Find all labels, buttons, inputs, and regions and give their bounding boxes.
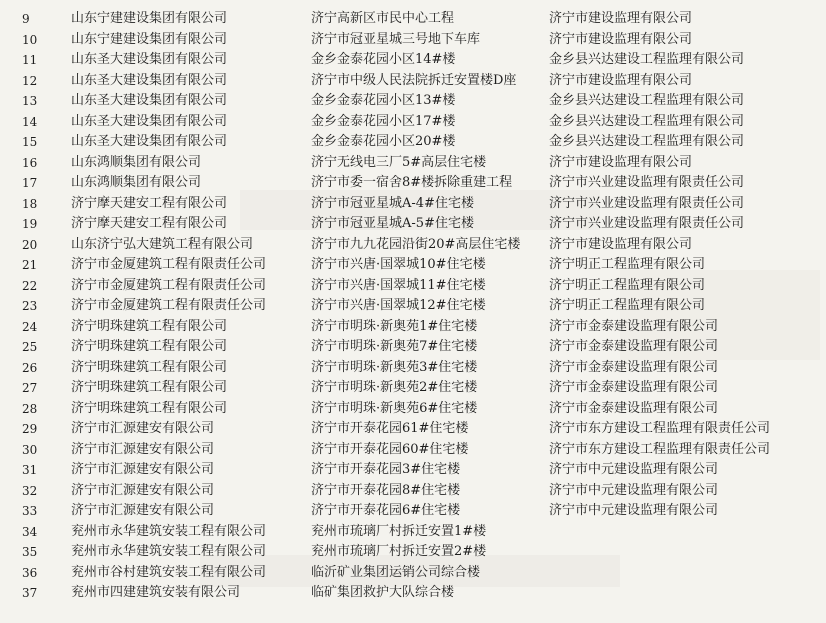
project-name: 临矿集团救护大队综合楼 [311, 585, 455, 600]
row-number: 27 [22, 381, 38, 395]
contractor-name: 山东鸿顺集团有限公司 [71, 154, 202, 170]
supervisor-name: 金乡县兴达建设工程监理有限公司 [549, 134, 745, 149]
contractor-name: 济宁市汇源建安有限公司 [71, 421, 215, 436]
project-name: 兖州市琉璃厂村拆迁安置1#楼 [311, 523, 487, 539]
row-number: 21 [22, 258, 38, 272]
table-row [0, 153, 826, 174]
table-row [0, 358, 826, 379]
table-row [0, 194, 826, 215]
project-name: 济宁市开泰花园60#住宅楼 [311, 441, 469, 457]
project-name: 金乡金泰花园小区17#楼 [311, 113, 456, 129]
row-number: 33 [22, 504, 38, 518]
supervisor-name: 济宁市东方建设工程监理有限责任公司 [549, 441, 771, 457]
row-number: 30 [22, 442, 38, 457]
project-name: 济宁市兴唐·国翠城12#住宅楼 [311, 298, 486, 313]
project-name: 济宁市明珠·新奥苑3#住宅楼 [311, 359, 478, 375]
row-number: 28 [22, 401, 38, 416]
table-row [0, 522, 826, 543]
project-name: 济宁市开泰花园6#住宅楼 [311, 503, 461, 518]
row-number: 36 [22, 565, 38, 580]
row-number: 17 [22, 176, 38, 190]
table-row [0, 50, 826, 71]
supervisor-name: 济宁市兴业建设监理有限责任公司 [549, 195, 745, 211]
supervisor-name: 金乡县兴达建设工程监理有限公司 [549, 113, 745, 129]
project-name: 济宁市开泰花园61#住宅楼 [311, 421, 469, 436]
contractor-name: 济宁市汇源建安有限公司 [71, 482, 215, 498]
contractor-name: 兖州市谷村建筑安装工程有限公司 [71, 564, 267, 580]
supervisor-name: 济宁市中元建设监理有限公司 [549, 482, 719, 498]
supervisor-name: 济宁明正工程监理有限公司 [549, 298, 706, 313]
project-name: 兖州市琉璃厂村拆迁安置2#楼 [311, 544, 487, 559]
table-row [0, 296, 826, 317]
row-number: 22 [22, 278, 38, 293]
project-name: 济宁市兴唐·国翠城10#住宅楼 [311, 257, 486, 272]
row-number: 32 [22, 483, 38, 498]
row-number: 35 [22, 545, 38, 559]
row-number: 29 [22, 422, 38, 436]
row-number: 15 [22, 135, 38, 149]
table-row [0, 214, 826, 235]
contractor-name: 山东鸿顺集团有限公司 [71, 175, 202, 190]
contractor-name: 济宁摩天建安工程有限公司 [71, 195, 228, 211]
contractor-name: 山东圣大建设集团有限公司 [71, 113, 228, 129]
table-row [0, 112, 826, 133]
table-row [0, 276, 826, 297]
project-name: 金乡金泰花园小区13#楼 [311, 93, 456, 108]
contractor-name: 山东济宁弘大建筑工程有限公司 [71, 236, 254, 252]
table-row [0, 481, 826, 502]
project-name: 济宁无线电三厂5#高层住宅楼 [311, 154, 487, 170]
contractor-name: 济宁明珠建筑工程有限公司 [71, 400, 228, 416]
supervisor-name: 济宁市兴业建设监理有限责任公司 [549, 175, 745, 190]
table-row [0, 419, 826, 440]
table-row [0, 132, 826, 153]
project-list-table [0, 9, 826, 604]
contractor-name: 济宁市金厦建筑工程有限责任公司 [71, 298, 267, 313]
contractor-name: 兖州市永华建筑安装工程有限公司 [71, 544, 267, 559]
table-row [0, 399, 826, 420]
contractor-name: 济宁市金厦建筑工程有限责任公司 [71, 257, 267, 272]
project-name: 济宁市明珠·新奥苑1#住宅楼 [311, 318, 478, 334]
table-row [0, 460, 826, 481]
table-row [0, 583, 826, 604]
project-name: 济宁高新区市民中心工程 [311, 11, 455, 26]
project-name: 济宁市明珠·新奥苑2#住宅楼 [311, 380, 478, 395]
contractor-name: 山东圣大建设集团有限公司 [71, 93, 228, 108]
table-row [0, 501, 826, 522]
supervisor-name: 济宁市金泰建设监理有限公司 [549, 359, 719, 375]
supervisor-name: 济宁市金泰建设监理有限公司 [549, 400, 719, 416]
contractor-name: 济宁市金厦建筑工程有限责任公司 [71, 277, 267, 293]
project-name: 济宁市中级人民法院拆迁安置楼D座 [311, 72, 517, 88]
project-name: 济宁市明珠·新奥苑7#住宅楼 [311, 339, 478, 354]
row-number: 20 [22, 237, 38, 252]
row-number: 12 [22, 73, 38, 88]
table-row [0, 255, 826, 276]
table-row [0, 440, 826, 461]
supervisor-name: 金乡县兴达建设工程监理有限公司 [549, 93, 745, 108]
row-number: 14 [22, 114, 38, 129]
table-row [0, 235, 826, 256]
contractor-name: 山东宁建建设集团有限公司 [71, 31, 228, 47]
project-name: 济宁市明珠·新奥苑6#住宅楼 [311, 400, 478, 416]
row-number: 13 [22, 94, 38, 108]
contractor-name: 济宁市汇源建安有限公司 [71, 441, 215, 457]
supervisor-name: 济宁明正工程监理有限公司 [549, 257, 706, 272]
supervisor-name: 济宁市建设监理有限公司 [549, 236, 693, 252]
table-row [0, 563, 826, 584]
supervisor-name: 济宁市建设监理有限公司 [549, 11, 693, 26]
table-row [0, 9, 826, 30]
contractor-name: 济宁明珠建筑工程有限公司 [71, 359, 228, 375]
contractor-name: 山东圣大建设集团有限公司 [71, 72, 228, 88]
contractor-name: 济宁摩天建安工程有限公司 [71, 216, 228, 231]
table-row [0, 30, 826, 51]
row-number: 23 [22, 299, 38, 313]
supervisor-name: 济宁市建设监理有限公司 [549, 31, 693, 47]
table-row [0, 71, 826, 92]
supervisor-name: 济宁市东方建设工程监理有限责任公司 [549, 421, 771, 436]
contractor-name: 济宁明珠建筑工程有限公司 [71, 318, 228, 334]
row-number: 25 [22, 340, 38, 354]
contractor-name: 山东宁建建设集团有限公司 [71, 11, 228, 26]
row-number: 10 [22, 32, 38, 47]
project-name: 济宁市委一宿舍8#楼拆除重建工程 [311, 175, 513, 190]
project-name: 济宁市冠亚星城三号地下车库 [311, 31, 481, 47]
project-name: 济宁市冠亚星城A-4#住宅楼 [311, 195, 474, 211]
contractor-name: 山东圣大建设集团有限公司 [71, 52, 228, 67]
supervisor-name: 济宁市建设监理有限公司 [549, 154, 693, 170]
row-number: 31 [22, 463, 38, 477]
project-name: 济宁市九九花园沿街20#高层住宅楼 [311, 236, 521, 252]
contractor-name: 济宁明珠建筑工程有限公司 [71, 380, 228, 395]
row-number: 19 [22, 217, 38, 231]
supervisor-name: 济宁明正工程监理有限公司 [549, 277, 706, 293]
table-row [0, 542, 826, 563]
contractor-name: 兖州市四建建筑安装有限公司 [71, 585, 241, 600]
project-name: 济宁市开泰花园3#住宅楼 [311, 462, 461, 477]
row-number: 9 [22, 12, 30, 26]
table-row [0, 173, 826, 194]
supervisor-name: 济宁市金泰建设监理有限公司 [549, 339, 719, 354]
contractor-name: 兖州市永华建筑安装工程有限公司 [71, 523, 267, 539]
contractor-name: 济宁明珠建筑工程有限公司 [71, 339, 228, 354]
row-number: 37 [22, 586, 38, 600]
contractor-name: 济宁市汇源建安有限公司 [71, 503, 215, 518]
table-row [0, 91, 826, 112]
row-number: 16 [22, 155, 38, 170]
row-number: 34 [22, 524, 38, 539]
table-row [0, 337, 826, 358]
project-name: 临沂矿业集团运销公司综合楼 [311, 564, 481, 580]
row-number: 11 [22, 53, 38, 67]
project-name: 济宁市冠亚星城A-5#住宅楼 [311, 216, 474, 231]
row-number: 26 [22, 360, 38, 375]
supervisor-name: 济宁市中元建设监理有限公司 [549, 503, 719, 518]
supervisor-name: 济宁市兴业建设监理有限责任公司 [549, 216, 745, 231]
contractor-name: 山东圣大建设集团有限公司 [71, 134, 228, 149]
project-name: 济宁市兴唐·国翠城11#住宅楼 [311, 277, 486, 293]
table-row [0, 317, 826, 338]
supervisor-name: 济宁市金泰建设监理有限公司 [549, 380, 719, 395]
contractor-name: 济宁市汇源建安有限公司 [71, 462, 215, 477]
row-number: 18 [22, 196, 38, 211]
row-number: 24 [22, 319, 38, 334]
project-name: 金乡金泰花园小区20#楼 [311, 134, 456, 149]
supervisor-name: 济宁市中元建设监理有限公司 [549, 462, 719, 477]
supervisor-name: 济宁市金泰建设监理有限公司 [549, 318, 719, 334]
supervisor-name: 金乡县兴达建设工程监理有限公司 [549, 52, 745, 67]
project-name: 金乡金泰花园小区14#楼 [311, 52, 456, 67]
table-row [0, 378, 826, 399]
project-name: 济宁市开泰花园8#住宅楼 [311, 482, 461, 498]
supervisor-name: 济宁市建设监理有限公司 [549, 72, 693, 88]
